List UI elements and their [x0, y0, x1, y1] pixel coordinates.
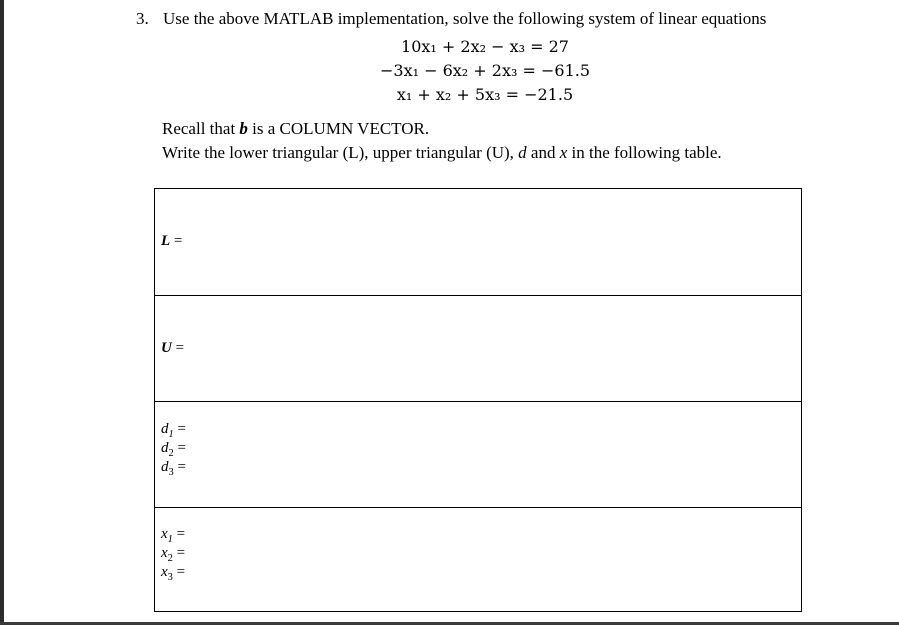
- d1-label: $d_1$ =: [161, 421, 186, 440]
- x3-label: $x_3$ =: [161, 564, 186, 583]
- l-label: L =: [161, 233, 183, 249]
- equation-system: [310, 35, 660, 107]
- left-window-edge: [0, 0, 4, 625]
- question-3: [136, 9, 766, 29]
- equation-1: 10x₁ + 2x₂ − x₃ = 27: [401, 37, 569, 56]
- equation-3: x₁ + x₂ + 5x₃ = −21.5: [396, 85, 574, 104]
- d2-label: $d_2$ =: [161, 440, 186, 459]
- x1-label: $x_1$ =: [161, 526, 186, 545]
- instruction-note: Write the lower triangular (L), upper triangular (U), d and x in the following table.: [162, 143, 722, 162]
- b-variable: b: [239, 119, 248, 138]
- equation-2: −3x₁ − 6x₂ + 2x₃ = −61.5: [379, 61, 591, 80]
- cell-l-matrix[interactable]: [155, 189, 801, 295]
- question-number: 3.: [136, 9, 149, 28]
- d3-label: $d_3$ =: [161, 459, 186, 478]
- recall-note: Recall that b is a COLUMN VECTOR.: [162, 119, 430, 138]
- cell-u-matrix[interactable]: [155, 295, 801, 401]
- x2-label: $x_2$ =: [161, 545, 186, 564]
- cell-d-vector[interactable]: [155, 401, 801, 507]
- question-text: Use the above MATLAB implementation, solve the following system of linear equations: [163, 9, 767, 28]
- cell-x-vector[interactable]: [155, 507, 801, 612]
- answer-table: [154, 188, 802, 612]
- u-label: U =: [161, 340, 185, 356]
